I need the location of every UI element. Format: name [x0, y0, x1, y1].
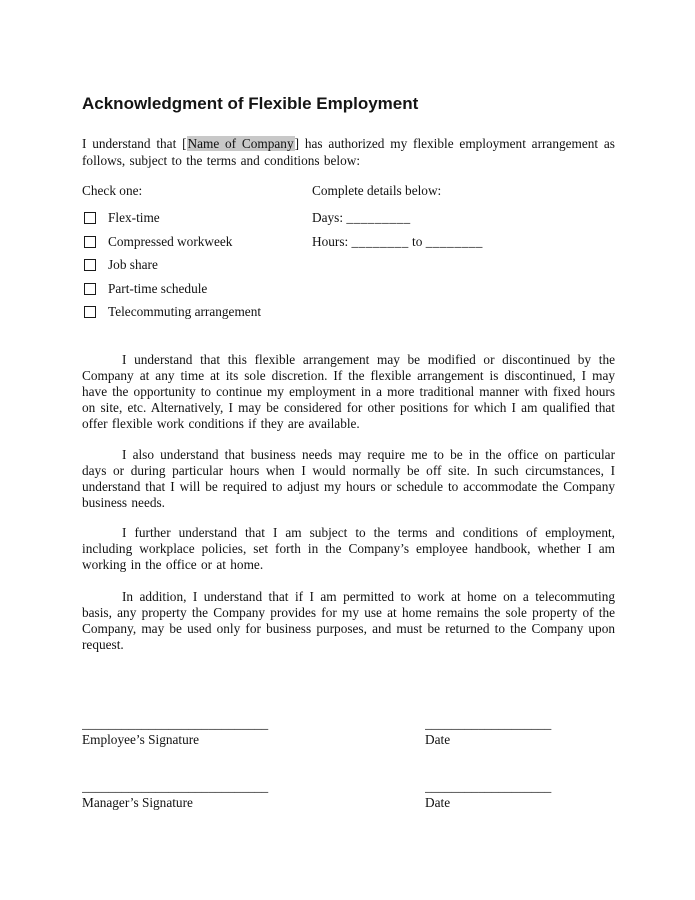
manager-date-label: Date	[425, 794, 451, 810]
intro-paragraph	[82, 136, 615, 169]
manager-date-line[interactable]: ___________________	[425, 778, 552, 794]
complete-details-header: Complete details below:	[312, 183, 442, 198]
paragraph-company-property: In addition, I understand that if I am permitted to work at home on a telecommuting basis, any property the Company provides for my use at home remains the sole property of the Company, may be used only for business purposes, and must be returned to the Company upon request.	[82, 588, 615, 652]
hours-field-row	[312, 234, 615, 250]
flex-time-checkbox[interactable]	[84, 212, 96, 224]
job-share-checkbox[interactable]	[84, 259, 96, 271]
manager-date-block	[425, 779, 615, 811]
compressed-workweek-checkbox[interactable]	[84, 236, 96, 248]
option-row-part-time-schedule	[82, 281, 312, 297]
compressed-workweek-label: Compressed workweek	[108, 233, 233, 249]
paragraph-business-needs: I also understand that business needs may require me to be in the office on particular days or during particular hours when I would normally be off site. In such circumstances, I understand that I will be required to adjust my hours or schedule to accommodate the Company business needs.	[82, 446, 615, 510]
check-section	[82, 183, 615, 328]
employee-signature-line[interactable]: ____________________________	[82, 715, 269, 731]
option-row-flex-time	[82, 210, 312, 226]
manager-signature-block	[82, 779, 425, 811]
days-blank-field[interactable]: _________	[346, 210, 411, 225]
employee-date-block	[425, 716, 615, 748]
manager-signature-line[interactable]: ____________________________	[82, 778, 269, 794]
employee-signature-row	[82, 716, 615, 748]
telecommuting-label: Telecommuting arrangement	[108, 304, 262, 320]
employee-date-label: Date	[425, 731, 451, 747]
paragraph-modification: I understand that this flexible arrangement may be modified or discontinued by the Company at any time at its sole discretion. If the flexible arrangement is discontinued, I may have the opportunity to continue my employment in a more traditional manner with fixed hours on site, etc. Alternatively, I may be considered for other positions for which I am qualified that offer flexible work conditions if they are available.	[82, 351, 615, 431]
option-row-telecommuting	[82, 304, 312, 320]
hours-from-blank-field[interactable]: ________	[351, 233, 409, 249]
hours-to-blank-field[interactable]: ________	[425, 233, 483, 249]
part-time-schedule-checkbox[interactable]	[84, 283, 96, 295]
option-row-compressed-workweek	[82, 234, 312, 250]
hours-connector: to	[412, 233, 423, 249]
employee-signature-block	[82, 716, 425, 748]
telecommuting-checkbox[interactable]	[84, 306, 96, 318]
employee-date-line[interactable]: ___________________	[425, 715, 552, 731]
intro-text-before: I understand that [	[82, 136, 187, 151]
employee-signature-label: Employee’s Signature	[82, 731, 200, 747]
days-label: Days:	[312, 210, 344, 225]
option-row-job-share	[82, 257, 312, 273]
paragraph-terms-conditions: I further understand that I am subject to the terms and conditions of employment, including workplace policies, set forth in the Company’s employee handbook, whether I am working in the office or at home.	[82, 524, 615, 572]
page-title: Acknowledgment of Flexible Employment	[82, 94, 419, 113]
days-field-row	[312, 210, 615, 226]
hours-label: Hours:	[312, 233, 349, 249]
manager-signature-label: Manager’s Signature	[82, 794, 193, 810]
manager-signature-row	[82, 779, 615, 811]
flex-time-label: Flex-time	[108, 210, 160, 225]
job-share-label: Job share	[108, 257, 158, 273]
part-time-schedule-label: Part-time schedule	[108, 280, 208, 296]
check-one-header: Check one:	[82, 183, 143, 198]
intro-text-after: ] has authorized my flexible employment arrangement as follows, subject to the terms and conditions below:	[82, 136, 615, 168]
company-name-placeholder[interactable]: Name of Company	[187, 136, 294, 151]
